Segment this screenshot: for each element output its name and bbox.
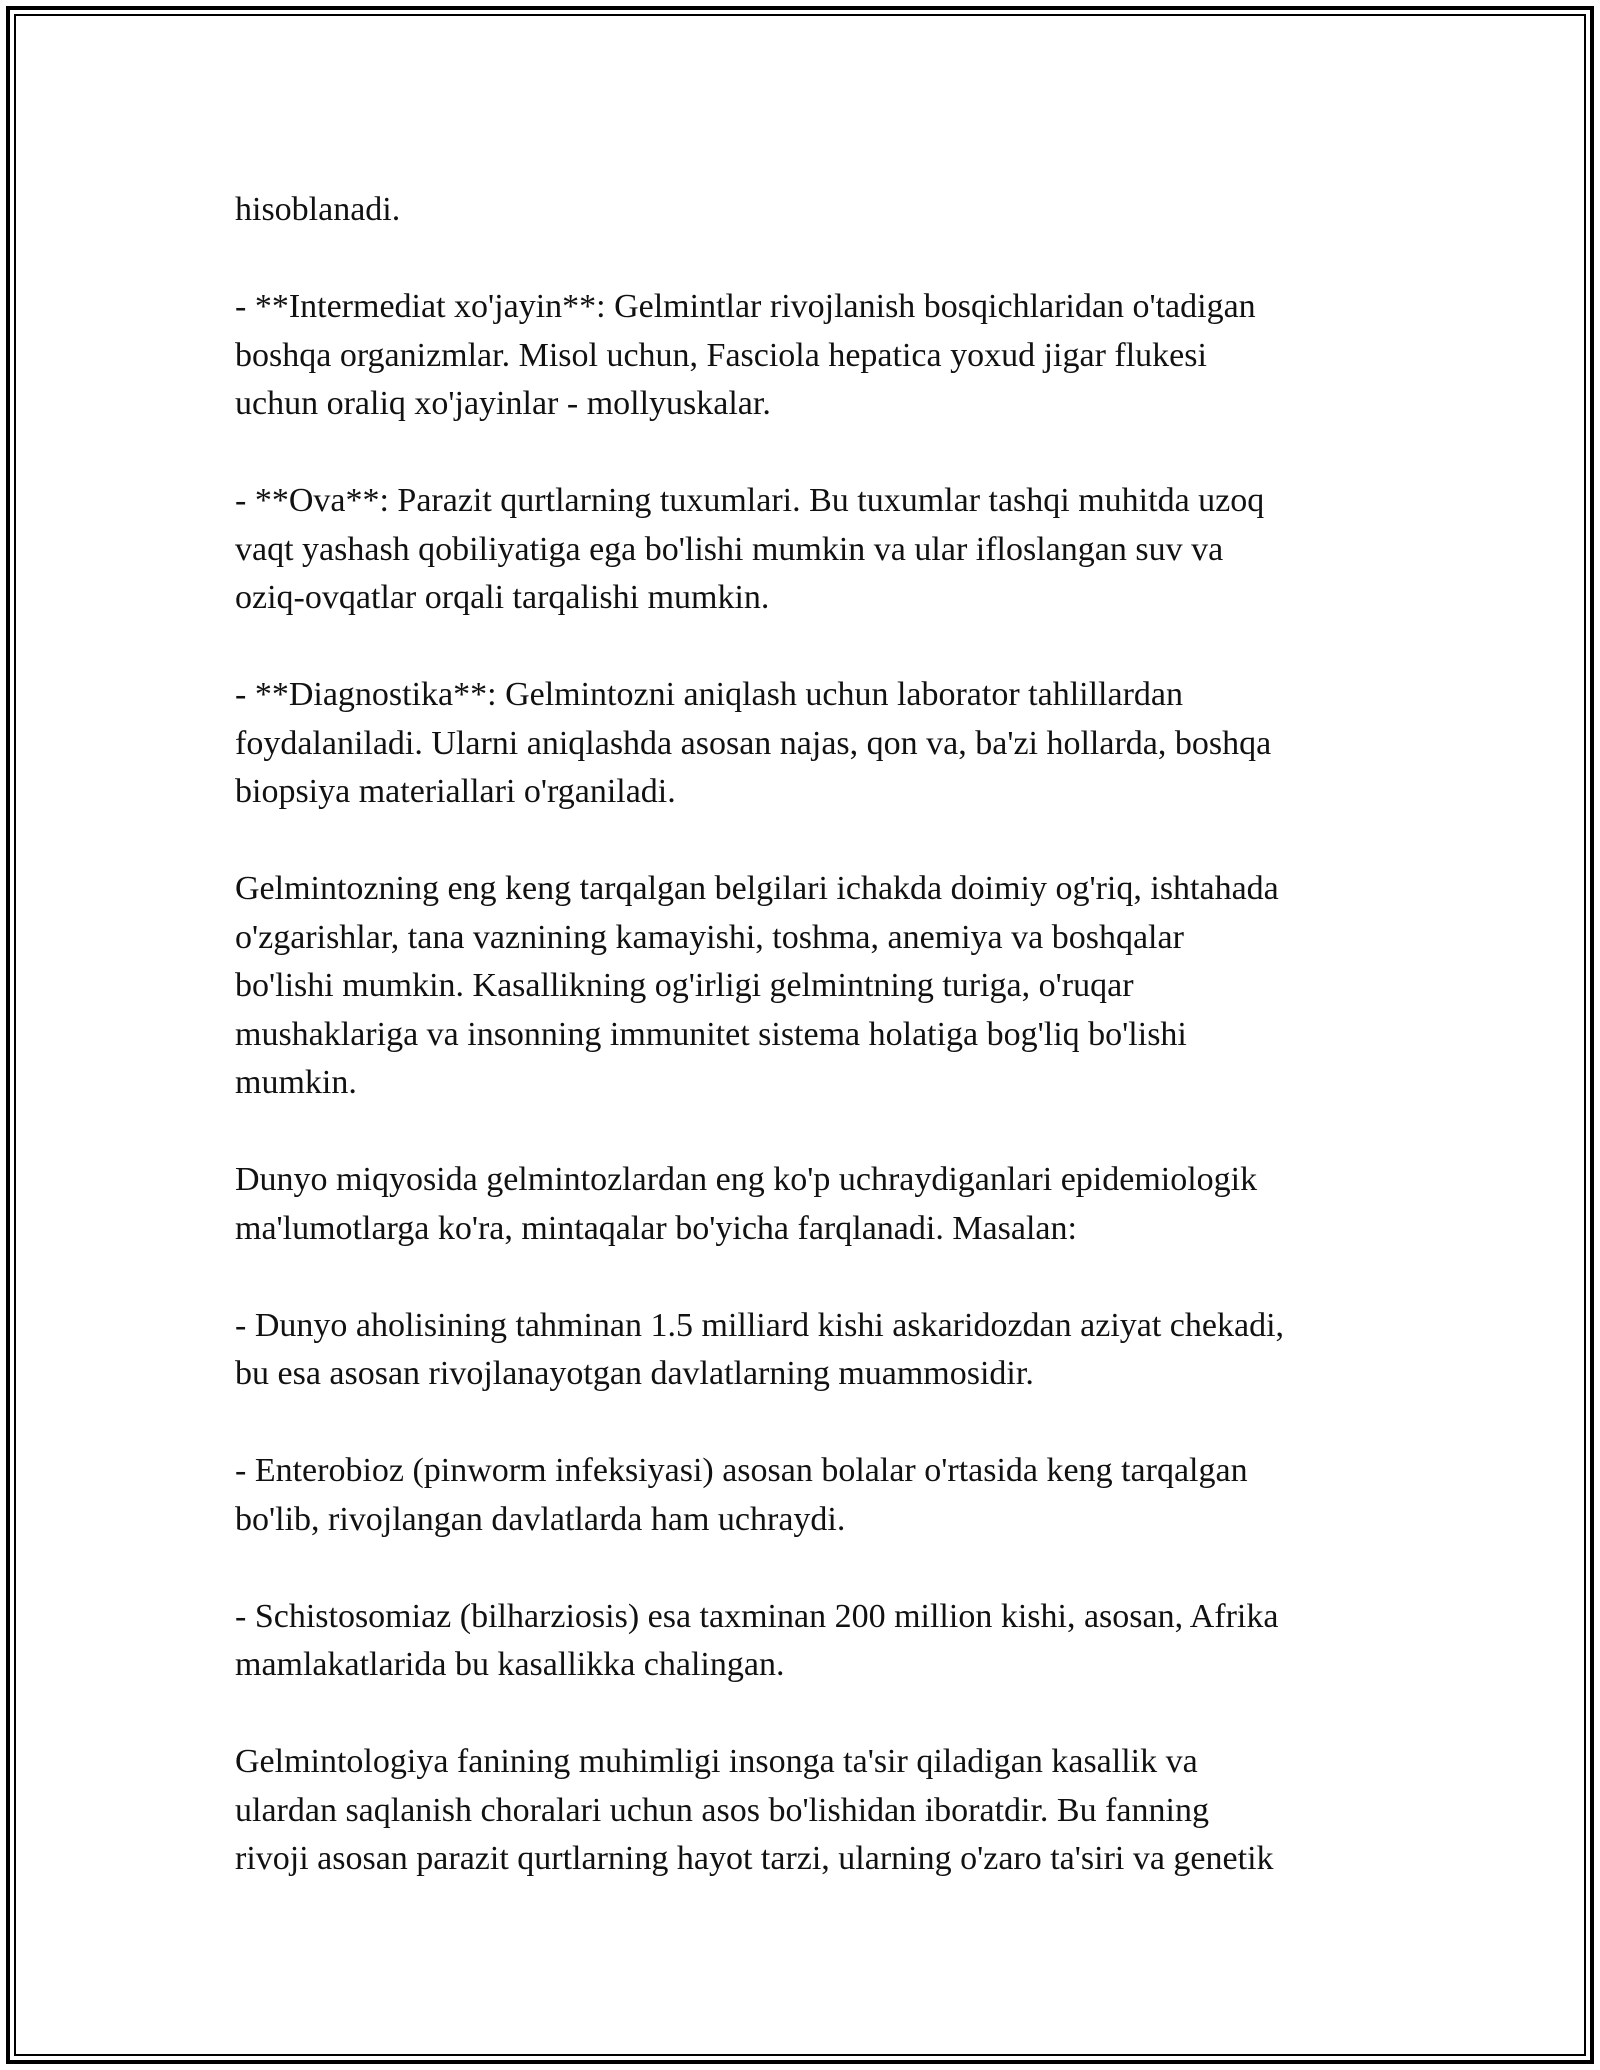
paragraph-ova: - **Ova**: Parazit qurtlarning tuxumlari. Bu tuxumlar tashqi muhitda uzoq vaqt yashash qobiliyatiga ega bo'lishi mumkin va ular ifloslangan suv va oziq-ovqatlar orqali tarqalishi mumkin.: [235, 482, 1265, 616]
list-item-enterobiasis: - Enterobioz (pinworm infeksiyasi) asosan bolalar o'rtasida keng tarqalgan bo'lib, rivojlangan davlatlarda ham uchraydi.: [235, 1452, 1248, 1538]
list-item-ascariasis: - Dunyo aholisining tahminan 1.5 milliard kishi askaridozdan aziyat chekadi, bu esa asosan rivojlanayotgan davlatlarning muammosidir.: [235, 1306, 1285, 1392]
paragraph-diagnostics: - **Diagnostika**: Gelmintozni aniqlash uchun laborator tahlillardan foydalaniladi. Ularni aniqlashda asosan najas, qon va, ba'zi hollarda, boshqa biopsiya materiallari o'rganiladi.: [235, 676, 1272, 810]
paragraph-importance: Gelmintologiya fanining muhimligi insonga ta'sir qiladigan kasallik va ulardan saqlanish choralari uchun asos bo'lishidan iboratdir. Bu fanning rivoji asosan parazit qurtlarning hayot tarzi, ularning o'zaro ta'siri va genetik: [235, 1743, 1274, 1877]
paragraph-intermediate-host: - **Intermediat xo'jayin**: Gelmintlar rivojlanish bosqichlaridan o'tadigan boshqa organizmlar. Misol uchun, Fasciola hepatica yoxud jigar flukesi uchun oraliq xo'jayinlar - mollyuskalar.: [235, 288, 1256, 422]
paragraph-epidemiology: Dunyo miqyosida gelmintozlardan eng ko'p uchraydiganlari epidemiologik ma'lumotlarga ko'ra, mintaqalar bo'yicha farqlanadi. Masalan:: [235, 1161, 1258, 1247]
paragraph-symptoms: Gelmintozning eng keng tarqalgan belgilari ichakda doimiy og'riq, ishtahada o'zgarishlar, tana vaznining kamayishi, toshma, anemiya va boshqalar bo'lishi mumkin. Kasallikning og'irligi gelmintning turiga, o'ruqar mushaklariga va insonning immunitet sistema holatiga bog'liq bo'lishi mumkin.: [235, 870, 1279, 1101]
paragraph-continuation: hisoblanadi.: [235, 191, 401, 228]
list-item-schistosomiasis: - Schistosomiaz (bilharziosis) esa taxminan 200 million kishi, asosan, Afrika mamlakatlarida bu kasallikka chalingan.: [235, 1597, 1279, 1683]
document-body: [235, 186, 1385, 1932]
